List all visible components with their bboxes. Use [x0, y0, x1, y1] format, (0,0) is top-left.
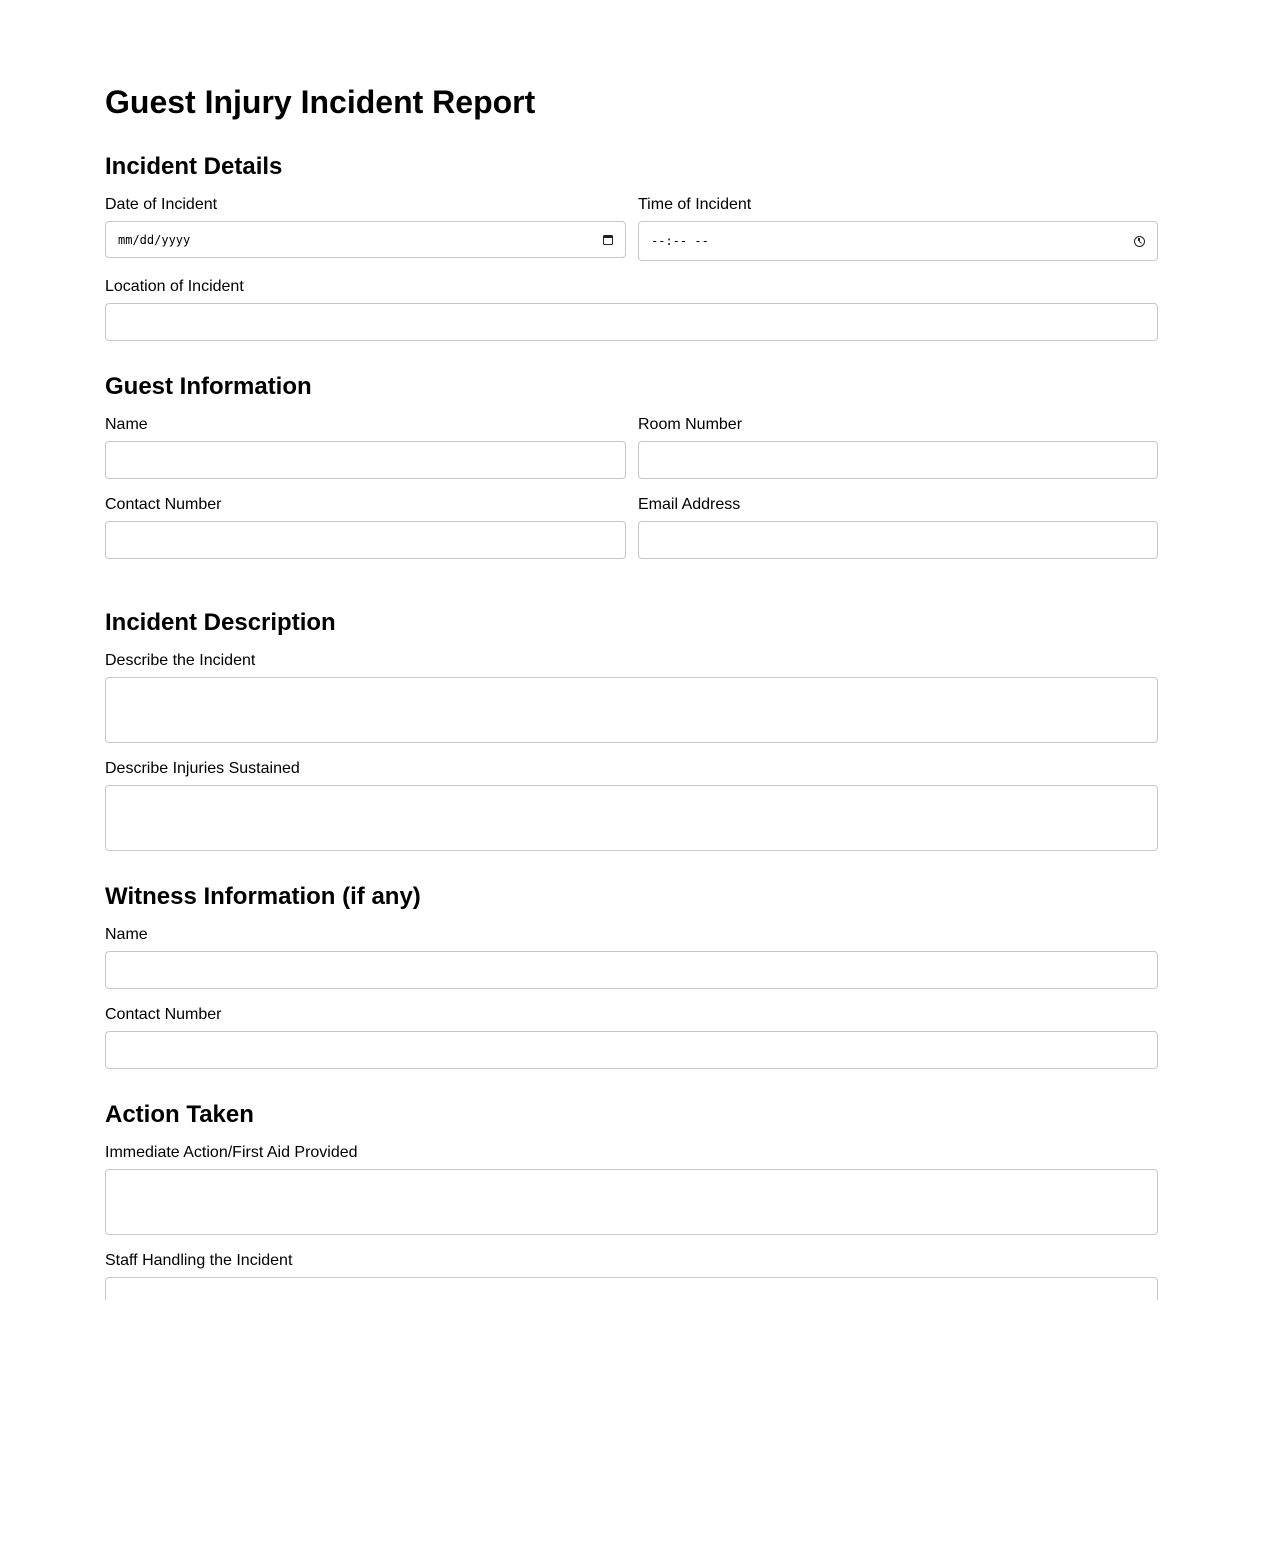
room-number-label: Room Number — [638, 416, 743, 433]
section-heading-guest-information: Guest Information — [105, 373, 312, 400]
time-of-incident-label: Time of Incident — [638, 196, 752, 213]
describe-injuries-label: Describe Injuries Sustained — [105, 760, 300, 777]
guest-name-input[interactable] — [105, 441, 626, 479]
room-number-input[interactable] — [638, 441, 1158, 479]
witness-name-label: Name — [105, 926, 148, 943]
immediate-action-textarea[interactable] — [105, 1169, 1158, 1235]
section-heading-action-taken: Action Taken — [105, 1101, 254, 1128]
staff-handling-textarea[interactable] — [105, 1277, 1158, 1300]
guest-name-label: Name — [105, 416, 148, 433]
location-of-incident-input[interactable] — [105, 303, 1158, 341]
guest-contact-number-input[interactable] — [105, 521, 626, 559]
email-address-input[interactable] — [638, 521, 1158, 559]
witness-name-input[interactable] — [105, 951, 1158, 989]
immediate-action-label: Immediate Action/First Aid Provided — [105, 1144, 358, 1161]
describe-incident-textarea[interactable] — [105, 677, 1158, 743]
page-title: Guest Injury Incident Report — [105, 84, 536, 120]
witness-contact-number-label: Contact Number — [105, 1006, 222, 1023]
section-heading-incident-details: Incident Details — [105, 153, 283, 180]
section-heading-witness-information: Witness Information (if any) — [105, 883, 421, 910]
date-placeholder: mm/dd/yyyy — [118, 232, 191, 247]
date-of-incident-input[interactable] — [105, 221, 626, 258]
location-of-incident-label: Location of Incident — [105, 278, 244, 295]
describe-incident-label: Describe the Incident — [105, 652, 256, 669]
describe-injuries-textarea[interactable] — [105, 785, 1158, 851]
staff-handling-label: Staff Handling the Incident — [105, 1252, 293, 1269]
clock-icon[interactable] — [1134, 236, 1145, 247]
time-placeholder: --:-- -- — [651, 234, 709, 248]
time-of-incident-input[interactable] — [638, 221, 1158, 261]
email-address-label: Email Address — [638, 496, 741, 513]
section-heading-incident-description: Incident Description — [105, 609, 336, 636]
date-of-incident-label: Date of Incident — [105, 196, 218, 213]
guest-contact-number-label: Contact Number — [105, 496, 222, 513]
witness-contact-number-input[interactable] — [105, 1031, 1158, 1069]
calendar-icon[interactable] — [603, 235, 613, 245]
